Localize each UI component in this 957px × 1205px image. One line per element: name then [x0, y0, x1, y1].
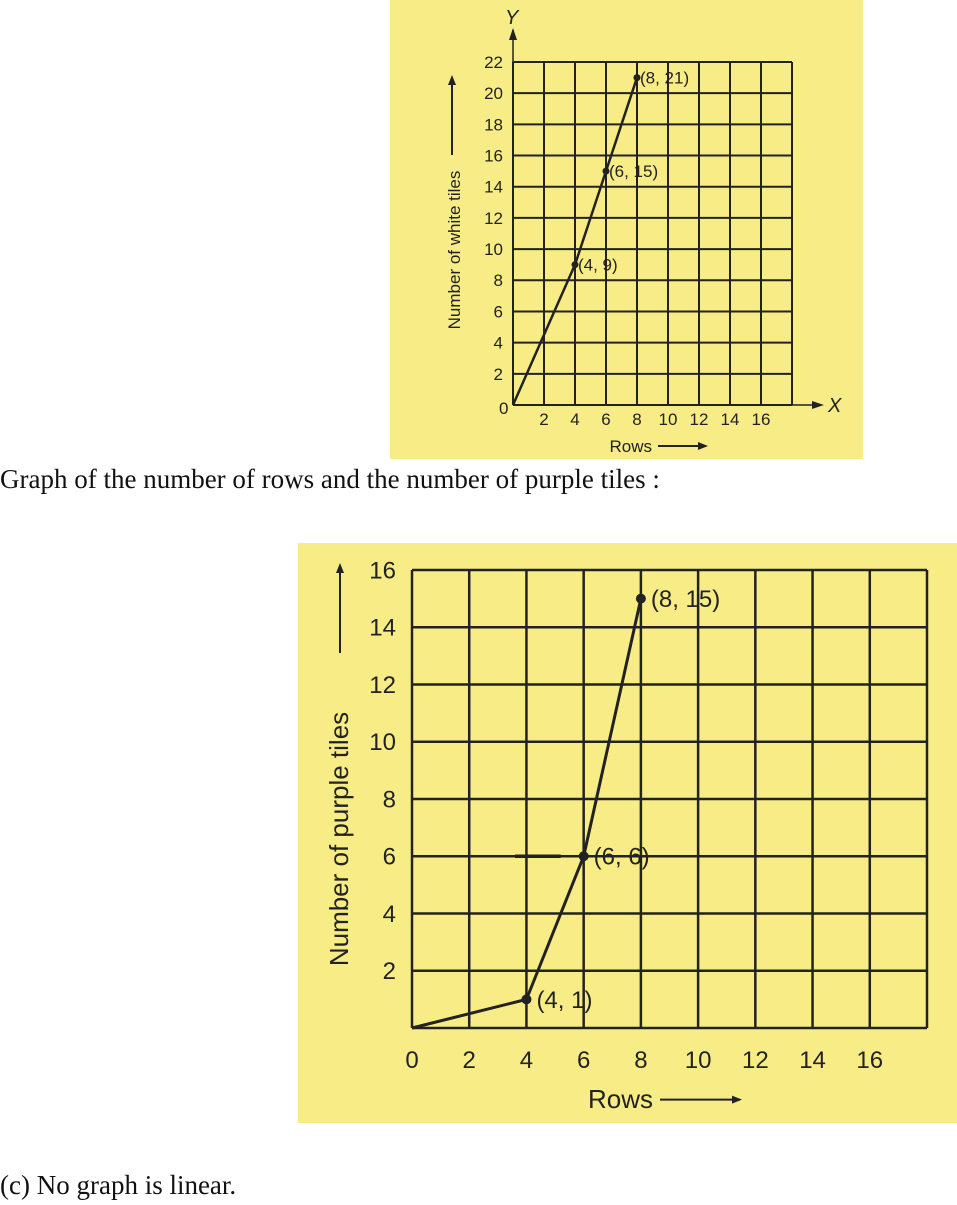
- white-tiles-chart: [390, 0, 863, 459]
- y-axis-arrow-icon: [509, 28, 517, 40]
- y-tick-label: 4: [382, 900, 396, 928]
- x-tick-label: 2: [462, 1047, 476, 1074]
- y-tick-label: 8: [493, 271, 503, 291]
- x-axis-name: X: [828, 395, 842, 417]
- y-label-arrow-icon: [448, 75, 456, 85]
- y-axis-label: Number of white tiles: [445, 170, 464, 330]
- y-axis-label: Number of purple tiles: [324, 711, 354, 967]
- x-tick-label: 14: [720, 410, 740, 429]
- y-tick-label: 6: [493, 302, 503, 322]
- x-label-arrow-icon: [698, 442, 708, 450]
- x-tick-label: 4: [570, 410, 580, 429]
- y-tick-label: 22: [484, 52, 503, 72]
- y-label-arrow-icon: [336, 563, 344, 573]
- y-tick-label: 10: [369, 729, 396, 757]
- x-tick-label: 6: [576, 1047, 591, 1074]
- x-tick-label: 12: [741, 1047, 769, 1074]
- data-label: (4, 1): [536, 986, 593, 1014]
- y-tick-label: 18: [484, 115, 503, 135]
- data-point: [579, 851, 589, 861]
- x-axis-label: Rows: [587, 1084, 653, 1114]
- y-tick-label: 12: [369, 671, 396, 699]
- x-tick-label: 0: [405, 1047, 419, 1074]
- x-tick-label: 2: [539, 410, 549, 429]
- y-tick-label: 16: [484, 146, 503, 166]
- y-tick-label: 10: [484, 240, 503, 260]
- y-tick-label: 6: [382, 843, 396, 871]
- data-label: (8, 15): [650, 586, 721, 614]
- x-tick-label: 8: [634, 1047, 648, 1074]
- x-axis-arrow-icon: [812, 401, 824, 409]
- y-tick-label: 14: [484, 177, 503, 197]
- x-tick-label: 10: [658, 410, 678, 429]
- white-tiles-chart-svg: [390, 0, 863, 459]
- x-tick-label: 12: [689, 410, 709, 429]
- y-tick-label: 2: [493, 364, 503, 384]
- y-tick-label: 20: [484, 84, 503, 104]
- y-tick-label: 16: [369, 557, 396, 585]
- data-point: [521, 994, 531, 1004]
- conclusion-text: (c) No graph is linear.: [0, 1170, 237, 1200]
- x-tick-label: 10: [684, 1047, 712, 1074]
- x-label-arrow-icon: [732, 1096, 742, 1104]
- y-tick-label: 8: [382, 786, 396, 814]
- data-point: [636, 594, 646, 604]
- y-tick-label: 12: [484, 208, 503, 228]
- origin-label: 0: [499, 399, 509, 418]
- y-tick-label: 2: [382, 958, 396, 986]
- x-tick-label: 6: [601, 410, 611, 429]
- purple-tiles-chart-svg: [298, 543, 957, 1123]
- x-tick-label: 8: [632, 410, 642, 429]
- y-axis-name: Y: [505, 7, 519, 29]
- y-tick-label: 14: [369, 614, 396, 642]
- purple-graph-caption: Graph of the number of rows and the number of purple tiles :: [0, 464, 660, 494]
- purple-tiles-chart: [298, 543, 957, 1123]
- data-label: (4, 9): [578, 255, 618, 275]
- x-tick-label: 14: [799, 1047, 826, 1074]
- data-label: (6, 15): [609, 162, 659, 182]
- x-tick-label: 4: [519, 1047, 534, 1074]
- x-tick-label: 16: [751, 410, 771, 429]
- x-axis-label: Rows: [609, 437, 652, 456]
- data-label: (6, 6): [593, 843, 650, 871]
- data-label: (8, 21): [640, 68, 690, 88]
- y-tick-label: 4: [493, 333, 503, 353]
- x-tick-label: 16: [856, 1047, 884, 1074]
